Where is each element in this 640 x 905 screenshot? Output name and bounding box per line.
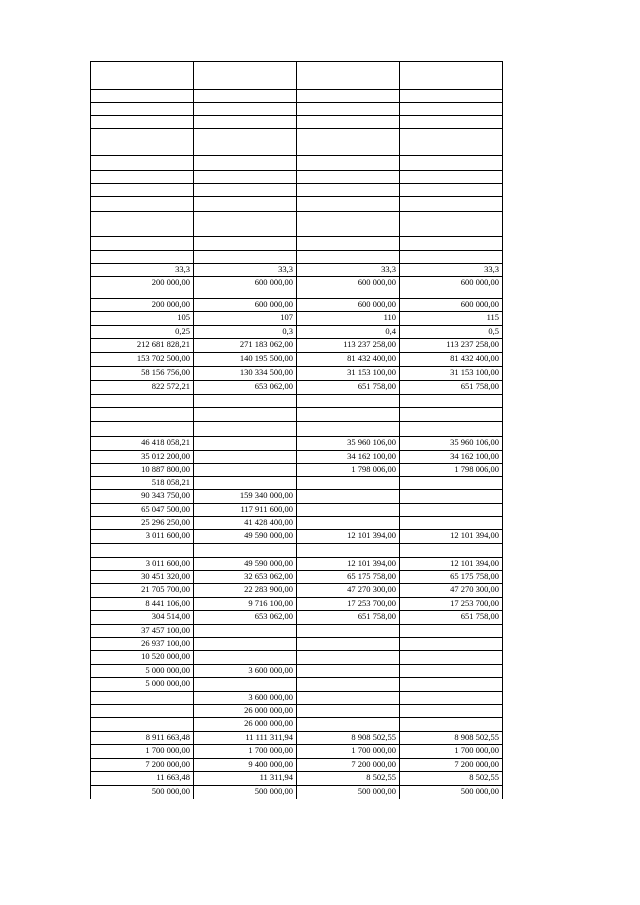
table-cell: 9 716 100,00 [194,598,297,611]
table-cell [194,464,297,477]
table-row [91,156,503,171]
table-row [91,638,503,651]
table-cell: 65 047 500,00 [91,504,194,517]
table-cell [194,171,297,184]
table-cell [194,237,297,251]
table-cell: 3 600 000,00 [194,692,297,705]
table-row [91,367,503,381]
table-row [91,212,503,237]
table-cell [91,422,194,437]
table-cell: 26 000 000,00 [194,705,297,718]
table-cell [400,625,503,638]
table-cell: 518 058,21 [91,477,194,490]
table-row [91,678,503,692]
table-cell: 65 175 758,00 [400,571,503,584]
table-cell [297,517,400,530]
data-table [90,61,503,799]
table-cell: 113 237 258,00 [297,339,400,353]
table-cell: 8 441 106,00 [91,598,194,611]
table-cell [194,544,297,558]
table-row [91,264,503,277]
table-cell: 33,3 [194,264,297,277]
table-cell: 1 700 000,00 [194,745,297,759]
table-cell: 41 428 400,00 [194,517,297,530]
table-row [91,171,503,184]
table-cell: 81 432 400,00 [297,353,400,367]
table-row [91,62,503,90]
table-cell [297,625,400,638]
table-cell [400,504,503,517]
table-cell: 3 011 600,00 [91,558,194,571]
table-cell: 115 [400,312,503,326]
table-cell [297,251,400,264]
table-cell: 600 000,00 [297,277,400,299]
table-row [91,692,503,705]
table-cell: 11 111 311,94 [194,732,297,745]
table-row [91,490,503,504]
table-cell [91,116,194,129]
table-cell: 65 175 758,00 [297,571,400,584]
table-cell: 8 908 502,55 [297,732,400,745]
table-cell [297,504,400,517]
table-cell: 9 400 000,00 [194,759,297,772]
table-row [91,451,503,464]
table-cell [400,129,503,156]
table-row [91,504,503,517]
table-cell: 33,3 [400,264,503,277]
table-cell: 500 000,00 [91,786,194,799]
table-row [91,395,503,408]
table-cell [194,395,297,408]
table-cell: 46 418 058,21 [91,437,194,451]
table-cell: 31 153 100,00 [297,367,400,381]
table-row [91,103,503,116]
table-cell [194,422,297,437]
table-cell: 107 [194,312,297,326]
table-cell: 49 590 000,00 [194,558,297,571]
table-cell [91,408,194,422]
table-cell [91,692,194,705]
table-cell: 8 908 502,55 [400,732,503,745]
table-cell [91,171,194,184]
table-row [91,705,503,718]
table-cell: 600 000,00 [194,277,297,299]
table-cell [91,251,194,264]
table-cell [297,477,400,490]
table-cell [400,251,503,264]
table-cell [194,625,297,638]
table-body [91,62,503,799]
table-cell: 653 062,00 [194,381,297,395]
table-cell: 140 195 500,00 [194,353,297,367]
table-cell: 11 311,94 [194,772,297,786]
table-cell: 35 012 200,00 [91,451,194,464]
table-cell: 7 200 000,00 [91,759,194,772]
table-cell [91,129,194,156]
table-cell: 58 156 756,00 [91,367,194,381]
table-cell: 26 000 000,00 [194,718,297,732]
table-cell [297,408,400,422]
table-row [91,530,503,544]
table-cell [400,116,503,129]
table-cell [91,184,194,197]
table-row [91,558,503,571]
table-cell [297,184,400,197]
table-cell [194,212,297,237]
table-cell [194,451,297,464]
table-cell: 200 000,00 [91,299,194,312]
table-cell [91,103,194,116]
table-row [91,437,503,451]
table-cell [91,212,194,237]
table-cell [400,62,503,90]
table-cell [297,237,400,251]
table-cell [297,171,400,184]
table-cell: 26 937 100,00 [91,638,194,651]
table-cell [400,103,503,116]
table-cell: 130 334 500,00 [194,367,297,381]
table-cell [297,490,400,504]
table-cell [91,90,194,103]
table-cell [400,651,503,665]
table-cell: 500 000,00 [400,786,503,799]
table-cell: 600 000,00 [194,299,297,312]
table-cell: 8 502,55 [400,772,503,786]
table-cell [297,212,400,237]
table-cell: 35 960 106,00 [297,437,400,451]
table-row [91,584,503,598]
table-cell: 12 101 394,00 [297,558,400,571]
table-row [91,129,503,156]
table-cell [400,408,503,422]
table-cell: 12 101 394,00 [297,530,400,544]
table-cell [400,705,503,718]
table-cell: 5 000 000,00 [91,665,194,678]
table-cell [297,678,400,692]
table-cell [194,103,297,116]
table-row [91,571,503,584]
table-cell [297,692,400,705]
table-cell: 37 457 100,00 [91,625,194,638]
table-cell [194,156,297,171]
table-row [91,381,503,395]
table-cell [91,705,194,718]
table-row [91,786,503,799]
table-cell: 33,3 [91,264,194,277]
table-cell [194,651,297,665]
table-cell [297,116,400,129]
table-row [91,772,503,786]
table-cell: 822 572,21 [91,381,194,395]
table-cell [400,184,503,197]
table-cell [194,90,297,103]
table-row [91,464,503,477]
table-cell: 34 162 100,00 [400,451,503,464]
table-cell: 500 000,00 [194,786,297,799]
table-cell [297,422,400,437]
table-cell [297,395,400,408]
table-cell [400,237,503,251]
table-cell [400,212,503,237]
table-cell: 110 [297,312,400,326]
table-cell: 500 000,00 [297,786,400,799]
table-cell: 651 758,00 [400,381,503,395]
table-cell: 153 702 500,00 [91,353,194,367]
table-row [91,326,503,339]
table-cell [400,692,503,705]
table-cell: 33,3 [297,264,400,277]
table-cell: 600 000,00 [400,299,503,312]
table-row [91,665,503,678]
table-cell [297,62,400,90]
table-cell [194,129,297,156]
table-cell [400,665,503,678]
table-cell: 30 451 320,00 [91,571,194,584]
table-cell [297,90,400,103]
table-cell [400,718,503,732]
table-cell [297,718,400,732]
table-cell [400,197,503,212]
table-row [91,353,503,367]
table-cell [194,62,297,90]
table-cell [297,705,400,718]
table-cell [400,638,503,651]
table-cell [91,197,194,212]
table-cell [400,422,503,437]
table-row [91,90,503,103]
table-cell: 159 340 000,00 [194,490,297,504]
table-cell [297,103,400,116]
table-cell: 200 000,00 [91,277,194,299]
table-row [91,517,503,530]
table-cell [297,544,400,558]
table-row [91,718,503,732]
table-cell: 25 296 250,00 [91,517,194,530]
table-cell: 11 663,48 [91,772,194,786]
table-cell [194,251,297,264]
table-cell: 49 590 000,00 [194,530,297,544]
table-cell: 90 343 750,00 [91,490,194,504]
table-cell [297,156,400,171]
table-row [91,611,503,625]
table-cell: 34 162 100,00 [297,451,400,464]
table-cell: 3 600 000,00 [194,665,297,678]
table-cell: 35 960 106,00 [400,437,503,451]
table-cell: 3 011 600,00 [91,530,194,544]
table-cell [400,90,503,103]
table-row [91,197,503,212]
table-cell [297,638,400,651]
table-cell: 32 653 062,00 [194,571,297,584]
table-cell [400,156,503,171]
table-cell: 271 183 062,00 [194,339,297,353]
table-cell [297,665,400,678]
table-row [91,759,503,772]
table-cell: 1 700 000,00 [297,745,400,759]
table-cell [91,718,194,732]
table-cell: 10 887 800,00 [91,464,194,477]
table-cell: 1 700 000,00 [91,745,194,759]
table-row [91,598,503,611]
table-row [91,408,503,422]
table-row [91,745,503,759]
table-cell [194,184,297,197]
table-cell: 7 200 000,00 [400,759,503,772]
table-cell: 651 758,00 [297,381,400,395]
table-cell: 304 514,00 [91,611,194,625]
table-cell: 0,25 [91,326,194,339]
table-cell: 7 200 000,00 [297,759,400,772]
table-cell [400,490,503,504]
table-cell: 117 911 600,00 [194,504,297,517]
table-cell: 47 270 300,00 [400,584,503,598]
table-cell [297,197,400,212]
table-row [91,422,503,437]
table-row [91,651,503,665]
table-cell: 17 253 700,00 [297,598,400,611]
table-cell: 12 101 394,00 [400,558,503,571]
table-cell: 8 502,55 [297,772,400,786]
table-cell [91,156,194,171]
table-row [91,477,503,490]
table-cell: 10 520 000,00 [91,651,194,665]
table-cell: 47 270 300,00 [297,584,400,598]
table-cell: 22 283 900,00 [194,584,297,598]
table-row [91,339,503,353]
table-cell [194,638,297,651]
table-cell: 600 000,00 [400,277,503,299]
table-cell [194,437,297,451]
table-cell: 0,3 [194,326,297,339]
table-cell [91,544,194,558]
table-row [91,299,503,312]
table-cell [297,129,400,156]
table-cell [400,171,503,184]
table-cell [91,237,194,251]
table-cell [297,651,400,665]
table-row [91,312,503,326]
table-row [91,732,503,745]
table-cell [194,477,297,490]
table-cell: 0,4 [297,326,400,339]
table-cell: 1 798 006,00 [297,464,400,477]
table-cell: 1 700 000,00 [400,745,503,759]
table-cell: 0,5 [400,326,503,339]
table-cell: 651 758,00 [297,611,400,625]
table-row [91,237,503,251]
table-cell: 653 062,00 [194,611,297,625]
table-cell: 21 705 700,00 [91,584,194,598]
table-row [91,184,503,197]
table-cell [194,678,297,692]
table-cell [91,395,194,408]
table-cell: 651 758,00 [400,611,503,625]
table-cell: 8 911 663,48 [91,732,194,745]
table-cell [400,517,503,530]
table-cell [400,678,503,692]
table-cell: 600 000,00 [297,299,400,312]
table-cell [91,62,194,90]
table-cell [400,477,503,490]
table-cell [400,544,503,558]
table-cell: 113 237 258,00 [400,339,503,353]
table-row [91,544,503,558]
table-row [91,251,503,264]
table-cell [400,395,503,408]
table-cell [194,197,297,212]
table-cell: 31 153 100,00 [400,367,503,381]
table-cell: 1 798 006,00 [400,464,503,477]
table-cell [194,116,297,129]
table-cell: 81 432 400,00 [400,353,503,367]
table-cell: 212 681 828,21 [91,339,194,353]
table-cell: 105 [91,312,194,326]
table-row [91,277,503,299]
table-row [91,625,503,638]
table-cell: 5 000 000,00 [91,678,194,692]
table-cell: 17 253 700,00 [400,598,503,611]
table-row [91,116,503,129]
table-cell: 12 101 394,00 [400,530,503,544]
table-cell [194,408,297,422]
